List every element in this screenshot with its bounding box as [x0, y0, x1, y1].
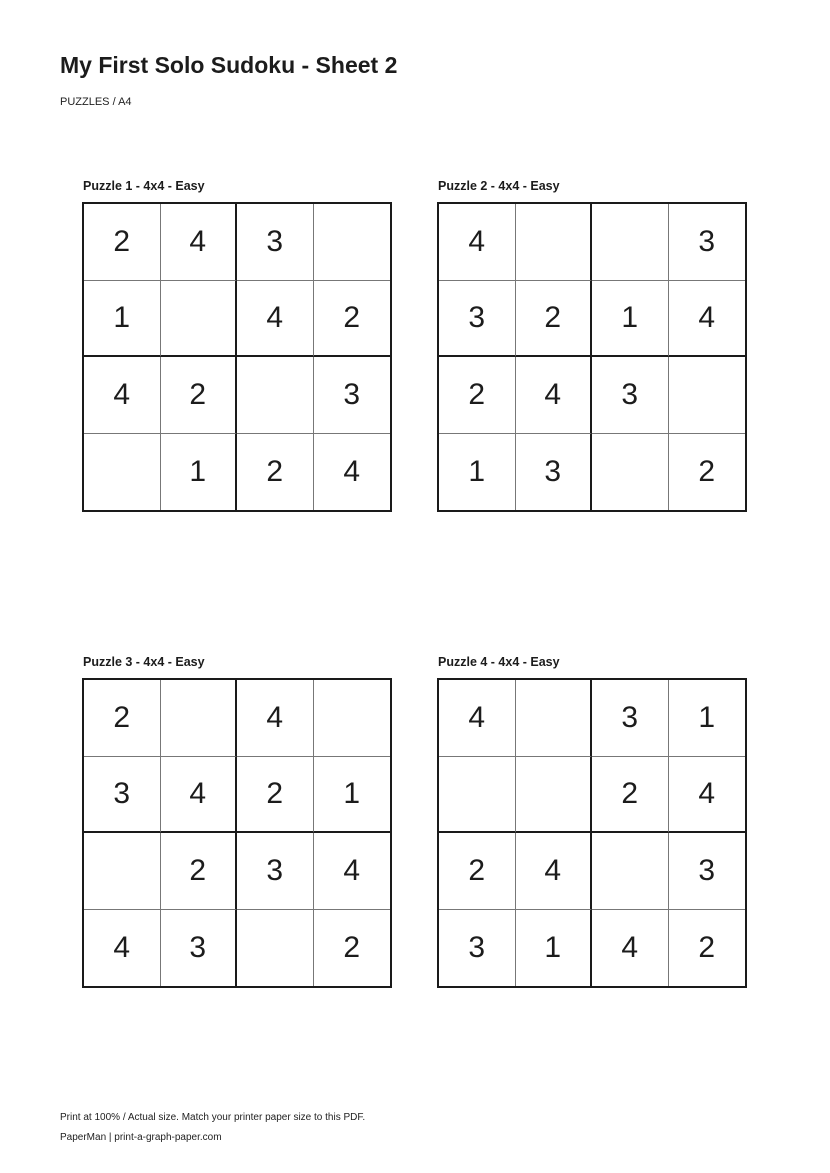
sudoku-cell: 3 [84, 757, 161, 834]
sudoku-cell: 3 [592, 357, 669, 434]
sudoku-cell: 2 [314, 281, 391, 358]
sudoku-cell: 4 [84, 357, 161, 434]
sudoku-cell: 3 [669, 204, 746, 281]
page-subtitle: PUZZLES / A4 [60, 96, 132, 108]
sudoku-cell [516, 680, 593, 757]
sudoku-cell: 4 [439, 204, 516, 281]
sudoku-cell: 4 [516, 833, 593, 910]
sudoku-grid [437, 202, 747, 512]
sudoku-cell: 4 [669, 757, 746, 834]
sudoku-cell [592, 434, 669, 511]
sudoku-cell [84, 833, 161, 910]
sudoku-cell: 1 [314, 757, 391, 834]
sudoku-cell: 3 [439, 281, 516, 358]
sudoku-grid [82, 678, 392, 988]
sudoku-cell: 2 [439, 833, 516, 910]
sudoku-cell: 3 [669, 833, 746, 910]
sudoku-cell: 4 [84, 910, 161, 987]
sudoku-cell: 2 [516, 281, 593, 358]
puzzle-label: Puzzle 1 - 4x4 - Easy [83, 179, 205, 193]
sudoku-cell: 2 [84, 204, 161, 281]
puzzle-label: Puzzle 2 - 4x4 - Easy [438, 179, 560, 193]
sudoku-cell: 1 [161, 434, 238, 511]
sudoku-cell [237, 357, 314, 434]
sudoku-cell: 4 [237, 680, 314, 757]
sudoku-cell: 3 [516, 434, 593, 511]
sudoku-cell [314, 680, 391, 757]
sudoku-cell: 3 [592, 680, 669, 757]
sudoku-grid [437, 678, 747, 988]
sudoku-cell: 2 [439, 357, 516, 434]
sudoku-cell: 3 [314, 357, 391, 434]
puzzle-2 [437, 178, 747, 488]
sudoku-cell: 2 [237, 757, 314, 834]
sudoku-cell [669, 357, 746, 434]
sudoku-cell [592, 204, 669, 281]
print-instructions: Print at 100% / Actual size. Match your printer paper size to this PDF. [60, 1112, 366, 1123]
puzzle-3 [82, 654, 392, 964]
sudoku-cell [516, 204, 593, 281]
sudoku-cell: 4 [592, 910, 669, 987]
page-title: My First Solo Sudoku - Sheet 2 [60, 52, 398, 78]
sudoku-cell: 2 [84, 680, 161, 757]
sudoku-cell [84, 434, 161, 511]
sudoku-cell: 1 [669, 680, 746, 757]
sudoku-cell: 2 [237, 434, 314, 511]
sudoku-cell [161, 281, 238, 358]
sudoku-cell: 4 [314, 833, 391, 910]
puzzle-label: Puzzle 3 - 4x4 - Easy [83, 655, 205, 669]
sudoku-cell [592, 833, 669, 910]
sudoku-cell: 3 [237, 204, 314, 281]
puzzle-1 [82, 178, 392, 488]
sudoku-cell: 3 [161, 910, 238, 987]
sudoku-cell [161, 680, 238, 757]
sudoku-cell [314, 204, 391, 281]
sudoku-cell [439, 757, 516, 834]
sudoku-cell: 1 [84, 281, 161, 358]
puzzle-label: Puzzle 4 - 4x4 - Easy [438, 655, 560, 669]
sudoku-cell [237, 910, 314, 987]
sudoku-cell: 4 [343, 454, 361, 488]
sudoku-cell: 1 [439, 434, 516, 511]
sudoku-cell: 2 [161, 357, 238, 434]
footer-brand: PaperMan | print-a-graph-paper.com [60, 1132, 222, 1143]
sudoku-cell: 4 [161, 204, 238, 281]
sudoku-cell [516, 757, 593, 834]
sudoku-cell: 2 [698, 930, 716, 964]
sudoku-cell: 4 [669, 281, 746, 358]
sudoku-cell: 4 [439, 680, 516, 757]
sudoku-cell: 1 [592, 281, 669, 358]
sudoku-cell: 2 [343, 930, 361, 964]
sudoku-grid [82, 202, 392, 512]
sudoku-cell: 2 [698, 454, 716, 488]
sudoku-cell: 3 [439, 910, 516, 987]
sudoku-cell: 2 [592, 757, 669, 834]
sudoku-cell: 4 [237, 281, 314, 358]
sudoku-cell: 4 [516, 357, 593, 434]
sudoku-cell: 1 [516, 910, 593, 987]
puzzle-4 [437, 654, 747, 964]
sudoku-cell: 4 [161, 757, 238, 834]
sudoku-cell: 2 [161, 833, 238, 910]
sudoku-cell: 3 [237, 833, 314, 910]
